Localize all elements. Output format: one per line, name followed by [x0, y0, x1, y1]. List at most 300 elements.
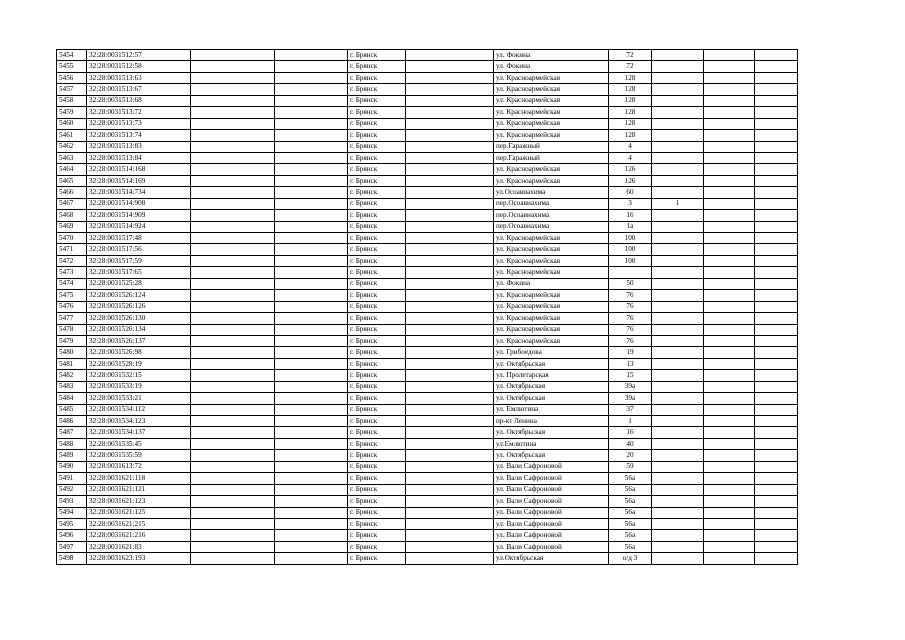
- city-cell: г. Брянск: [348, 175, 406, 186]
- empty-cell: [191, 84, 275, 95]
- city-cell: г. Брянск: [348, 301, 406, 312]
- cadastral-number-cell: 32:28:0031621:123: [87, 496, 191, 507]
- row-number-cell: 5457: [57, 84, 87, 95]
- city-cell: г. Брянск: [348, 404, 406, 415]
- empty-cell: [191, 255, 275, 266]
- empty-cell: [755, 221, 798, 232]
- house-number-cell: 100: [609, 244, 652, 255]
- cadastral-number-cell: 32:28:0031532:15: [87, 370, 191, 381]
- empty-cell: [704, 210, 755, 221]
- table-row: [57, 473, 798, 484]
- row-number-cell: 5481: [57, 358, 87, 369]
- row-number-cell: 5471: [57, 244, 87, 255]
- empty-cell: [191, 95, 275, 106]
- cadastral-number-cell: 32:28:0031513:68: [87, 95, 191, 106]
- empty-cell: [191, 175, 275, 186]
- empty-cell: [191, 118, 275, 129]
- empty-cell: [191, 507, 275, 518]
- street-cell: ул. Красноармейская: [494, 335, 609, 346]
- table-row: [57, 118, 798, 129]
- table-row: [57, 130, 798, 141]
- house-number-cell: 4: [609, 141, 652, 152]
- row-number-cell: 5477: [57, 313, 87, 324]
- city-cell: г. Брянск: [348, 461, 406, 472]
- extra-cell: [652, 473, 704, 484]
- street-cell: ул. Октябрьская: [494, 427, 609, 438]
- empty-cell: [191, 210, 275, 221]
- street-cell: ул.Емлютина: [494, 438, 609, 449]
- house-number-cell: 76: [609, 301, 652, 312]
- empty-cell: [704, 267, 755, 278]
- empty-cell: [704, 518, 755, 529]
- empty-cell: [275, 496, 348, 507]
- table-row: [57, 290, 798, 301]
- empty-cell: [755, 381, 798, 392]
- row-number-cell: 5454: [57, 50, 87, 61]
- empty-cell: [406, 518, 494, 529]
- house-number-cell: 37: [609, 404, 652, 415]
- street-cell: ул. Вали Сафроновой: [494, 518, 609, 529]
- empty-cell: [406, 496, 494, 507]
- empty-cell: [704, 393, 755, 404]
- empty-cell: [755, 118, 798, 129]
- empty-cell: [191, 473, 275, 484]
- empty-cell: [406, 95, 494, 106]
- street-cell: ул. Вали Сафроновой: [494, 541, 609, 552]
- empty-cell: [275, 50, 348, 61]
- empty-cell: [275, 404, 348, 415]
- house-number-cell: 128: [609, 72, 652, 83]
- row-number-cell: 5496: [57, 530, 87, 541]
- cadastral-number-cell: 32:28:0031533:19: [87, 381, 191, 392]
- empty-cell: [406, 72, 494, 83]
- row-number-cell: 5488: [57, 438, 87, 449]
- empty-cell: [275, 221, 348, 232]
- street-cell: ул. Фокина: [494, 278, 609, 289]
- extra-cell: [652, 267, 704, 278]
- empty-cell: [406, 267, 494, 278]
- empty-cell: [704, 370, 755, 381]
- empty-cell: [191, 324, 275, 335]
- extra-cell: [652, 290, 704, 301]
- empty-cell: [406, 450, 494, 461]
- row-number-cell: 5494: [57, 507, 87, 518]
- empty-cell: [191, 541, 275, 552]
- empty-cell: [704, 416, 755, 427]
- house-number-cell: 76: [609, 335, 652, 346]
- cadastral-number-cell: 32:28:0031526:126: [87, 301, 191, 312]
- house-number-cell: 126: [609, 175, 652, 186]
- extra-cell: [652, 118, 704, 129]
- street-cell: ул. Красноармейская: [494, 290, 609, 301]
- empty-cell: [406, 530, 494, 541]
- row-number-cell: 5486: [57, 416, 87, 427]
- house-number-cell: 128: [609, 84, 652, 95]
- row-number-cell: 5483: [57, 381, 87, 392]
- table-row: [57, 335, 798, 346]
- empty-cell: [191, 553, 275, 564]
- empty-cell: [704, 553, 755, 564]
- row-number-cell: 5463: [57, 152, 87, 163]
- empty-cell: [191, 427, 275, 438]
- house-number-cell: 56а: [609, 530, 652, 541]
- street-cell: ул.Осоавиахима: [494, 187, 609, 198]
- table-row: [57, 61, 798, 72]
- cadastral-number-cell: 32:28:0031526:134: [87, 324, 191, 335]
- row-number-cell: 5469: [57, 221, 87, 232]
- empty-cell: [704, 95, 755, 106]
- extra-cell: [652, 335, 704, 346]
- house-number-cell: 16: [609, 427, 652, 438]
- house-number-cell: о/д 3: [609, 553, 652, 564]
- empty-cell: [406, 381, 494, 392]
- house-number-cell: 13: [609, 358, 652, 369]
- city-cell: г. Брянск: [348, 335, 406, 346]
- extra-cell: [652, 164, 704, 175]
- extra-cell: [652, 141, 704, 152]
- cadastral-number-cell: 32:28:0031517:48: [87, 233, 191, 244]
- empty-cell: [704, 347, 755, 358]
- street-cell: ул. Красноармейская: [494, 233, 609, 244]
- empty-cell: [191, 61, 275, 72]
- empty-cell: [704, 461, 755, 472]
- street-cell: ул. Вали Сафроновой: [494, 507, 609, 518]
- house-number-cell: 39а: [609, 381, 652, 392]
- cadastral-number-cell: 32:28:0031526:124: [87, 290, 191, 301]
- row-number-cell: 5455: [57, 61, 87, 72]
- cadastral-number-cell: 32:28:0031535:45: [87, 438, 191, 449]
- table-row: [57, 95, 798, 106]
- empty-cell: [275, 164, 348, 175]
- extra-cell: [652, 107, 704, 118]
- city-cell: г. Брянск: [348, 290, 406, 301]
- empty-cell: [755, 335, 798, 346]
- empty-cell: [275, 301, 348, 312]
- empty-cell: [704, 255, 755, 266]
- extra-cell: [652, 187, 704, 198]
- house-number-cell: 50: [609, 278, 652, 289]
- cadastral-number-cell: 32:28:0031514:909: [87, 210, 191, 221]
- empty-cell: [755, 530, 798, 541]
- empty-cell: [406, 118, 494, 129]
- city-cell: г. Брянск: [348, 141, 406, 152]
- empty-cell: [275, 187, 348, 198]
- table-row: [57, 107, 798, 118]
- empty-cell: [704, 187, 755, 198]
- street-cell: ул. Красноармейская: [494, 164, 609, 175]
- table-row: [57, 210, 798, 221]
- empty-cell: [191, 438, 275, 449]
- empty-cell: [406, 233, 494, 244]
- city-cell: г. Брянск: [348, 507, 406, 518]
- street-cell: пер.Гаражный: [494, 152, 609, 163]
- empty-cell: [191, 164, 275, 175]
- empty-cell: [406, 393, 494, 404]
- cadastral-number-cell: 32:28:0031513:84: [87, 152, 191, 163]
- city-cell: г. Брянск: [348, 107, 406, 118]
- row-number-cell: 5480: [57, 347, 87, 358]
- table-row: [57, 370, 798, 381]
- extra-cell: [652, 518, 704, 529]
- empty-cell: [406, 278, 494, 289]
- empty-cell: [755, 450, 798, 461]
- empty-cell: [406, 130, 494, 141]
- city-cell: г. Брянск: [348, 130, 406, 141]
- cadastral-number-cell: 32:28:0031513:74: [87, 130, 191, 141]
- table-row: [57, 381, 798, 392]
- table-row: [57, 301, 798, 312]
- empty-cell: [191, 301, 275, 312]
- house-number-cell: 76: [609, 290, 652, 301]
- empty-cell: [704, 164, 755, 175]
- extra-cell: [652, 313, 704, 324]
- house-number-cell: 126: [609, 164, 652, 175]
- empty-cell: [704, 335, 755, 346]
- row-number-cell: 5461: [57, 130, 87, 141]
- empty-cell: [755, 324, 798, 335]
- empty-cell: [275, 244, 348, 255]
- empty-cell: [704, 484, 755, 495]
- street-cell: пер.Гаражный: [494, 141, 609, 152]
- street-cell: ул. Грибоедова: [494, 347, 609, 358]
- table-body: [57, 50, 798, 565]
- extra-cell: [652, 95, 704, 106]
- house-number-cell: 20: [609, 450, 652, 461]
- empty-cell: [275, 530, 348, 541]
- empty-cell: [406, 141, 494, 152]
- empty-cell: [275, 130, 348, 141]
- empty-cell: [275, 84, 348, 95]
- empty-cell: [755, 347, 798, 358]
- extra-cell: [652, 301, 704, 312]
- empty-cell: [275, 553, 348, 564]
- city-cell: г. Брянск: [348, 152, 406, 163]
- empty-cell: [755, 370, 798, 381]
- empty-cell: [275, 473, 348, 484]
- empty-cell: [191, 381, 275, 392]
- cadastral-number-cell: 32:28:0031534:137: [87, 427, 191, 438]
- row-number-cell: 5472: [57, 255, 87, 266]
- empty-cell: [275, 541, 348, 552]
- street-cell: пр-кт Ленина: [494, 416, 609, 427]
- row-number-cell: 5487: [57, 427, 87, 438]
- table-row: [57, 553, 798, 564]
- empty-cell: [406, 484, 494, 495]
- empty-cell: [275, 175, 348, 186]
- street-cell: ул. Вали Сафроновой: [494, 530, 609, 541]
- empty-cell: [191, 267, 275, 278]
- row-number-cell: 5464: [57, 164, 87, 175]
- empty-cell: [704, 61, 755, 72]
- empty-cell: [704, 221, 755, 232]
- cadastral-number-cell: 32:28:0031513:73: [87, 118, 191, 129]
- empty-cell: [704, 244, 755, 255]
- house-number-cell: 3: [609, 198, 652, 209]
- cadastral-number-cell: 32:28:0031621:83: [87, 541, 191, 552]
- empty-cell: [704, 450, 755, 461]
- row-number-cell: 5462: [57, 141, 87, 152]
- city-cell: г. Брянск: [348, 164, 406, 175]
- table-row: [57, 152, 798, 163]
- extra-cell: [652, 130, 704, 141]
- city-cell: г. Брянск: [348, 267, 406, 278]
- extra-cell: [652, 461, 704, 472]
- house-number-cell: 59: [609, 461, 652, 472]
- city-cell: г. Брянск: [348, 84, 406, 95]
- empty-cell: [275, 450, 348, 461]
- empty-cell: [704, 130, 755, 141]
- empty-cell: [275, 118, 348, 129]
- street-cell: ул. Красноармейская: [494, 130, 609, 141]
- empty-cell: [191, 347, 275, 358]
- empty-cell: [275, 461, 348, 472]
- row-number-cell: 5491: [57, 473, 87, 484]
- cadastral-number-cell: 32:28:0031613:72: [87, 461, 191, 472]
- empty-cell: [275, 107, 348, 118]
- empty-cell: [704, 427, 755, 438]
- empty-cell: [755, 72, 798, 83]
- city-cell: г. Брянск: [348, 255, 406, 266]
- empty-cell: [406, 290, 494, 301]
- city-cell: г. Брянск: [348, 553, 406, 564]
- city-cell: г. Брянск: [348, 278, 406, 289]
- empty-cell: [191, 461, 275, 472]
- cadastral-number-cell: 32:28:0031533:21: [87, 393, 191, 404]
- empty-cell: [406, 50, 494, 61]
- empty-cell: [755, 507, 798, 518]
- extra-cell: [652, 530, 704, 541]
- house-number-cell: 128: [609, 130, 652, 141]
- empty-cell: [755, 393, 798, 404]
- house-number-cell: 72: [609, 50, 652, 61]
- empty-cell: [191, 244, 275, 255]
- house-number-cell: 39а: [609, 393, 652, 404]
- empty-cell: [406, 198, 494, 209]
- city-cell: г. Брянск: [348, 393, 406, 404]
- empty-cell: [275, 255, 348, 266]
- extra-cell: [652, 393, 704, 404]
- empty-cell: [275, 152, 348, 163]
- empty-cell: [191, 72, 275, 83]
- cadastral-number-cell: 32:28:0031621:216: [87, 530, 191, 541]
- empty-cell: [704, 72, 755, 83]
- city-cell: г. Брянск: [348, 518, 406, 529]
- empty-cell: [755, 484, 798, 495]
- row-number-cell: 5460: [57, 118, 87, 129]
- empty-cell: [191, 518, 275, 529]
- table-row: [57, 278, 798, 289]
- street-cell: ул. Октябрьская: [494, 358, 609, 369]
- row-number-cell: 5492: [57, 484, 87, 495]
- empty-cell: [755, 404, 798, 415]
- street-cell: ул. Пролетарская: [494, 370, 609, 381]
- empty-cell: [755, 473, 798, 484]
- empty-cell: [191, 450, 275, 461]
- city-cell: г. Брянск: [348, 313, 406, 324]
- empty-cell: [755, 267, 798, 278]
- cadastral-number-cell: 32:28:0031526:98: [87, 347, 191, 358]
- extra-cell: [652, 233, 704, 244]
- empty-cell: [275, 278, 348, 289]
- city-cell: г. Брянск: [348, 244, 406, 255]
- empty-cell: [755, 233, 798, 244]
- empty-cell: [191, 278, 275, 289]
- house-number-cell: 100: [609, 255, 652, 266]
- house-number-cell: 56а: [609, 507, 652, 518]
- empty-cell: [704, 496, 755, 507]
- extra-cell: 1: [652, 198, 704, 209]
- street-cell: ул. Красноармейская: [494, 324, 609, 335]
- empty-cell: [755, 107, 798, 118]
- empty-cell: [191, 313, 275, 324]
- empty-cell: [191, 496, 275, 507]
- table-row: [57, 393, 798, 404]
- extra-cell: [652, 370, 704, 381]
- house-number-cell: 76: [609, 313, 652, 324]
- city-cell: г. Брянск: [348, 473, 406, 484]
- extra-cell: [652, 484, 704, 495]
- row-number-cell: 5485: [57, 404, 87, 415]
- empty-cell: [406, 255, 494, 266]
- city-cell: г. Брянск: [348, 438, 406, 449]
- empty-cell: [406, 313, 494, 324]
- empty-cell: [755, 427, 798, 438]
- empty-cell: [755, 244, 798, 255]
- cadastral-number-cell: 32:28:0031514:734: [87, 187, 191, 198]
- empty-cell: [275, 313, 348, 324]
- city-cell: г. Брянск: [348, 324, 406, 335]
- empty-cell: [191, 50, 275, 61]
- street-cell: ул. Емлютина: [494, 404, 609, 415]
- street-cell: ул. Красноармейская: [494, 301, 609, 312]
- empty-cell: [755, 198, 798, 209]
- empty-cell: [755, 278, 798, 289]
- row-number-cell: 5468: [57, 210, 87, 221]
- empty-cell: [406, 324, 494, 335]
- empty-cell: [755, 290, 798, 301]
- row-number-cell: 5479: [57, 335, 87, 346]
- empty-cell: [191, 358, 275, 369]
- empty-cell: [755, 175, 798, 186]
- table-row: [57, 541, 798, 552]
- cadastral-number-cell: 32:28:0031621:125: [87, 507, 191, 518]
- cadastral-number-cell: 32:28:0031534:123: [87, 416, 191, 427]
- empty-cell: [755, 164, 798, 175]
- empty-cell: [275, 141, 348, 152]
- row-number-cell: 5456: [57, 72, 87, 83]
- house-number-cell: 1: [609, 416, 652, 427]
- empty-cell: [191, 335, 275, 346]
- empty-cell: [704, 233, 755, 244]
- street-cell: ул. Октябрьская: [494, 393, 609, 404]
- street-cell: пер.Осоавиахима: [494, 198, 609, 209]
- table-row: [57, 518, 798, 529]
- empty-cell: [191, 152, 275, 163]
- street-cell: ул. Фокина: [494, 50, 609, 61]
- street-cell: ул. Красноармейская: [494, 107, 609, 118]
- empty-cell: [275, 233, 348, 244]
- extra-cell: [652, 553, 704, 564]
- empty-cell: [406, 438, 494, 449]
- street-cell: ул. Вали Сафроновой: [494, 484, 609, 495]
- empty-cell: [704, 473, 755, 484]
- cadastral-number-cell: 32:28:0031621:118: [87, 473, 191, 484]
- table-row: [57, 496, 798, 507]
- empty-cell: [406, 507, 494, 518]
- empty-cell: [704, 313, 755, 324]
- table-row: [57, 198, 798, 209]
- empty-cell: [406, 187, 494, 198]
